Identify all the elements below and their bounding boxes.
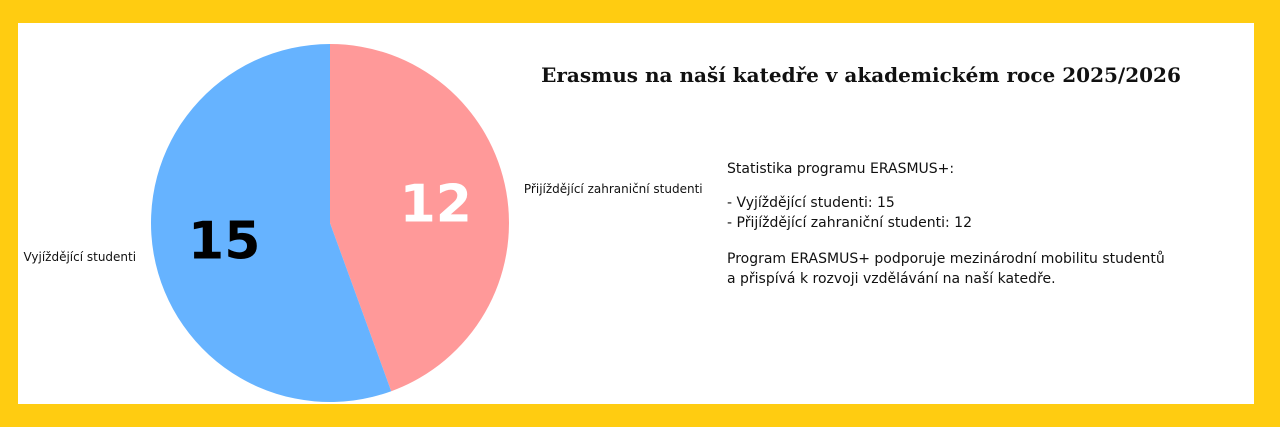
info-paragraph-line: a přispívá k rozvoji vzdělávání na naší katedře. <box>727 271 1056 287</box>
slice-value-label: 15 <box>188 211 261 272</box>
info-heading: Statistika programu ERASMUS+: <box>727 161 955 177</box>
slice-category-label: Přijíždějící zahraniční studenti <box>523 181 703 196</box>
info-paragraph-line: Program ERASMUS+ podporuje mezinárodní mobilitu studentů <box>727 251 1165 267</box>
chart-title: Erasmus na naší katedře v akademickém roce 2025/2026 <box>541 63 1181 87</box>
info-line-incoming: - Přijíždějící zahraniční studenti: 12 <box>727 215 972 231</box>
info-line-outgoing: - Vyjíždějící studenti: 15 <box>727 195 895 211</box>
slice-value-label: 12 <box>399 174 472 235</box>
chart-panel <box>18 23 1254 404</box>
slice-category-label: Vyjíždějící studenti <box>23 250 137 265</box>
info-box <box>727 159 1247 289</box>
